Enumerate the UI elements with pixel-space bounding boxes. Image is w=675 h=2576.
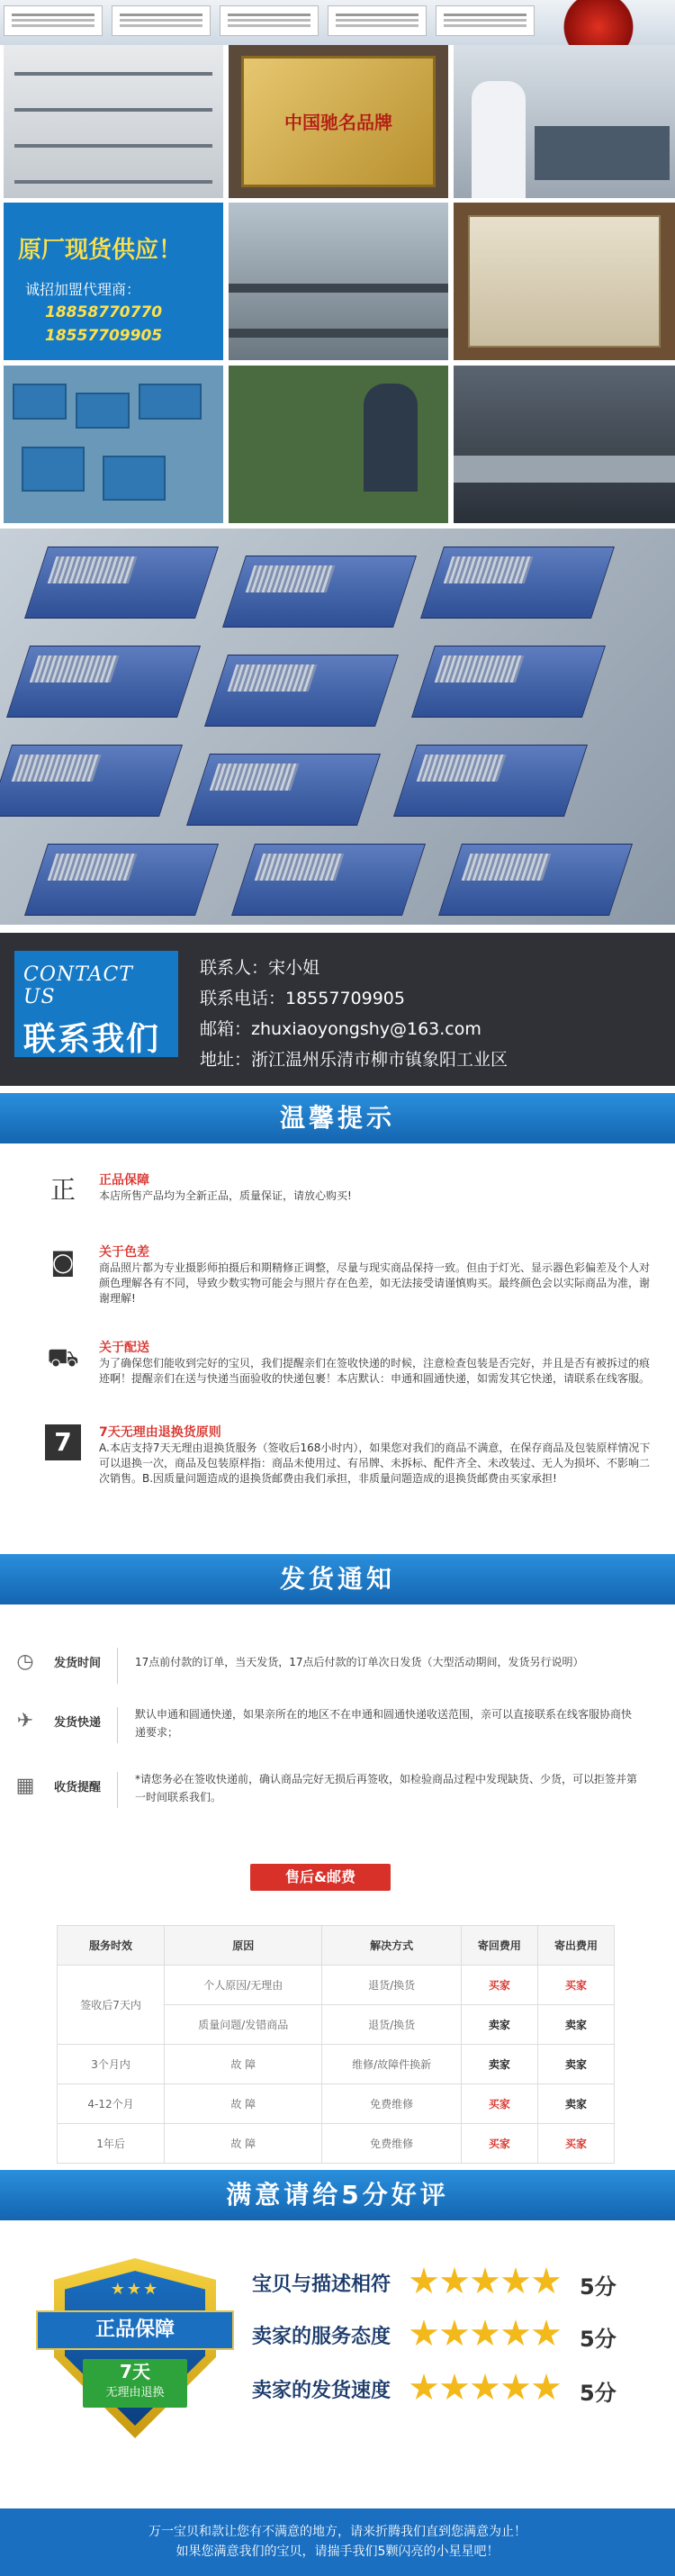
shipping-text: 默认申通和圆通快递，如果亲所在的地区不在申通和圆通快递收送范围，亲可以直接联系在线客服协商快递要求；: [135, 1708, 633, 1739]
contact-info: [200, 953, 508, 1075]
grid-icon: ▦: [15, 1775, 35, 1797]
tip-title: 关于配送: [99, 1341, 149, 1355]
table-cell: 卖家: [537, 2045, 614, 2084]
seven-day-icon: 7: [45, 1424, 81, 1460]
tip-title: 正品保障: [99, 1173, 149, 1188]
shipping-text: *请您务必在签收快递前，确认商品完好无损后再签收，如检验商品过程中发现缺货、少货，可以拒签并第一时间联系我们。: [135, 1773, 638, 1803]
contact-person: 联系人：宋小姐: [200, 958, 320, 978]
star-icon[interactable]: [410, 2373, 438, 2402]
table-cell: 4-12个月: [58, 2084, 165, 2124]
table-cell: 3个月内: [58, 2045, 165, 2084]
table-cell: 维修/故障件换新: [322, 2045, 461, 2084]
supply-title: 原厂现货供应！: [18, 237, 183, 264]
table-cell: 签收后7天内: [58, 1966, 165, 2045]
table-header: 寄回费用: [461, 1926, 537, 1966]
rating-label: 卖家的服务态度: [252, 2326, 392, 2348]
shipping-label: 发货时间: [54, 1657, 102, 1670]
table-header: 服务时效: [58, 1926, 165, 1966]
footer-line-1: 万一宝贝和款让您有不满意的地方，请来折腾我们直到您满意为止！: [148, 2525, 526, 2539]
table-cell: 卖家: [537, 2005, 614, 2045]
table-cell: 个人原因/无理由: [165, 1966, 322, 2005]
star-icon[interactable]: [471, 2319, 500, 2348]
table-cell: 1年后: [58, 2124, 165, 2164]
supply-subtitle: 诚招加盟代理商：: [25, 281, 141, 298]
shipping-text: 17点前付款的订单，当天发货，17点后付款的订单次日发货（大型活动期间，发货另行说明）: [135, 1656, 584, 1668]
table-row: [58, 2084, 615, 2124]
star-icon[interactable]: [440, 2373, 469, 2402]
rating-stars: [410, 2319, 562, 2352]
rating-score: 5分: [580, 2274, 616, 2300]
tips-title-bar: 温馨提示: [0, 1093, 675, 1143]
table-cell: 免费维修: [322, 2124, 461, 2164]
rating-score: 5分: [580, 2381, 616, 2406]
star-icon[interactable]: [440, 2267, 469, 2296]
shield-stars-icon: ★★★: [110, 2280, 160, 2299]
certificate-thumb: [328, 5, 427, 36]
star-icon[interactable]: [532, 2319, 561, 2348]
rating-score: 5分: [580, 2327, 616, 2352]
star-icon[interactable]: [501, 2267, 530, 2296]
table-cell: 退货/换货: [322, 1966, 461, 2005]
star-icon[interactable]: [410, 2319, 438, 2348]
table-cell: 买家: [537, 2124, 614, 2164]
tip-body: 为了确保您们能收到完好的宝贝，我们提醒亲们在签收快递的时候，注意检查包装是否完好，并且是否有被拆过的痕迹啊！提醒亲们在送与快递当面验收的快递包裹！本店默认：申通和圆通快递，如需发其它快递，请联系在线客服。: [99, 1357, 651, 1385]
contact-badge-zh: 联系我们: [23, 1021, 161, 1058]
tip-genuine: [45, 1170, 639, 1207]
table-cell: 退货/换货: [322, 2005, 461, 2045]
clock-icon: ◷: [16, 1650, 34, 1673]
table-cell: 买家: [461, 2124, 537, 2164]
shipping-label: 收货提醒: [54, 1781, 102, 1794]
tip-body: 本店所售产品均为全新正品，质量保证，请放心购买!: [99, 1189, 352, 1202]
supply-info-box: [4, 203, 223, 360]
certificate-thumb: [436, 5, 535, 36]
star-icon[interactable]: [471, 2267, 500, 2296]
table-cell: 卖家: [537, 2084, 614, 2124]
truck-icon: ⛟: [47, 1342, 79, 1372]
table-cell: 故 障: [165, 2084, 322, 2124]
rating-title-bar: 满意请给5分好评: [0, 2170, 675, 2220]
tip-body: 商品照片都为专业摄影师拍摄后和期精修正调整，尽量与现实商品保持一致。但由于灯光、显示器色彩偏差及个人对颜色理解各有不同，导致少数实物可能会与照片存在色差，如无法接受请谨慎购买。最终颜色会以实际商品为准，谢谢理解!: [99, 1261, 651, 1305]
power-supply-products-photo: [0, 529, 675, 925]
lab-worker-photo: [454, 45, 675, 198]
table-cell: 买家: [461, 2084, 537, 2124]
blue-crates-photo: [4, 366, 223, 523]
brand-plaque-photo: [229, 45, 448, 198]
table-cell: 卖家: [461, 2005, 537, 2045]
table-cell: 免费维修: [322, 2084, 461, 2124]
table-cell: 故 障: [165, 2045, 322, 2084]
shipping-label: 发货快递: [54, 1716, 102, 1730]
rating-stars: [410, 2267, 562, 2300]
camera-icon: ◙: [50, 1247, 76, 1277]
shipping-title-bar: 发货通知: [0, 1554, 675, 1604]
contact-address: 地址：浙江温州乐清市柳市镇象阳工业区: [200, 1050, 508, 1070]
contact-section: [0, 933, 675, 1086]
pcb-assembly-photo: [229, 366, 448, 523]
shipping-row-express: [9, 1705, 666, 1750]
aftersale-title: 售后&邮费: [250, 1864, 391, 1891]
table-cell: 质量问题/发错商品: [165, 2005, 322, 2045]
star-icon[interactable]: [501, 2319, 530, 2348]
certificate-strip: [0, 0, 675, 45]
tip-title: 关于色差: [99, 1245, 149, 1260]
tip-color: [45, 1243, 651, 1315]
table-row: [58, 1966, 615, 2005]
warehouse-shelf-photo: [4, 45, 223, 198]
badge-sub: [83, 2359, 187, 2408]
star-icon[interactable]: [532, 2267, 561, 2296]
table-row: [58, 2045, 615, 2084]
star-icon[interactable]: [410, 2267, 438, 2296]
tip-delivery: [45, 1338, 651, 1410]
badge-days: 7天: [120, 2361, 150, 2382]
table-cell: 卖家: [461, 2045, 537, 2084]
table-header: 寄出费用: [537, 1926, 614, 1966]
table-header: 解决方式: [322, 1926, 461, 1966]
star-icon[interactable]: [501, 2373, 530, 2402]
tip-title: 7天无理由退换货原则: [99, 1425, 221, 1440]
aftersale-table: [57, 1925, 615, 2164]
red-ornament-image: [558, 0, 639, 45]
tip-seven-day: [45, 1423, 651, 1522]
smt-machine-photo: [454, 366, 675, 523]
badge-top-label: 正品保障: [36, 2310, 234, 2350]
contact-phone[interactable]: 联系电话：18557709905: [200, 989, 405, 1008]
supply-phone-2: 18557709905: [45, 327, 163, 345]
contact-email[interactable]: 邮箱：zhuxiaoyongshy@163.com: [200, 1019, 482, 1039]
footer-line-2: 如果您满意我们的宝贝，请揣手我们5颗闪亮的小星星吧！: [176, 2544, 500, 2559]
certificate-thumb: [4, 5, 103, 36]
rating-label: 宝贝与描述相符: [252, 2273, 392, 2296]
certificate-thumb: [112, 5, 211, 36]
contact-badge-en: CONTACT US: [23, 963, 133, 1008]
shipping-row-time: [9, 1646, 666, 1686]
star-icon[interactable]: [440, 2319, 469, 2348]
airplane-icon: ✈: [16, 1710, 34, 1732]
table-row: [58, 2124, 615, 2164]
genuine-icon: 正: [50, 1175, 76, 1205]
footer-banner: [0, 2508, 675, 2576]
star-icon[interactable]: [471, 2373, 500, 2402]
tip-body: A.本店支持7天无理由退换货服务（签收后168小时内），如果您对我们的商品不满意，在保存商品及包装原样情况下可以退换一次，商品及包装原样指：商品未使用过、有吊牌、未拆标、配件齐全、未改装过、无人为损坏、不影响二次销售。B.因质量问题造成的退换货邮费由我们承担，非质量问题造成的退换货邮费由买家承担!: [99, 1442, 651, 1485]
contact-badge: [14, 951, 178, 1057]
plaque-text: 中国驰名品牌: [284, 112, 392, 133]
badge-sub-label: 无理由退换: [105, 2386, 165, 2400]
star-icon[interactable]: [532, 2373, 561, 2402]
table-cell: 买家: [537, 1966, 614, 2005]
certificate-plaque-photo: [454, 203, 675, 360]
table-header: 原因: [165, 1926, 322, 1966]
rating-label: 卖家的发货速度: [252, 2380, 392, 2402]
shipping-row-receive: [9, 1770, 666, 1815]
certificate-thumb: [220, 5, 319, 36]
assembly-line-photo: [229, 203, 448, 360]
table-cell: 故 障: [165, 2124, 322, 2164]
rating-stars: [410, 2373, 562, 2406]
table-cell: 买家: [461, 1966, 537, 2005]
supply-phone-1: 18858770770: [45, 303, 163, 321]
